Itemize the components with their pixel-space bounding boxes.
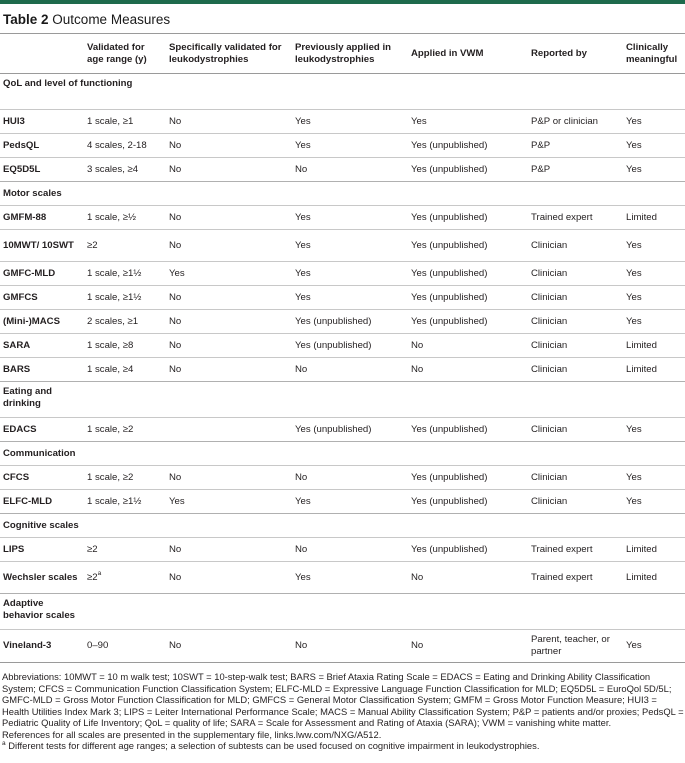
section-row [0,74,685,110]
header-row [0,34,685,74]
table-row [0,490,685,514]
cell: Yes [408,110,528,134]
cell: ≥2 [84,538,166,562]
cell: Yes [292,206,408,230]
cell: Yes (unpublished) [408,286,528,310]
section-title: Cognitive scales [0,514,166,538]
cell: LIPS [0,538,84,562]
cell: Clinician [528,334,623,358]
cell: Trained expert [528,562,623,594]
cell: Yes (unpublished) [292,310,408,334]
header-cell: Validated for age range (y) [84,34,166,74]
cell: Yes (unpublished) [408,490,528,514]
outcome-measures-table [0,33,685,662]
cell: Yes (unpublished) [408,230,528,262]
table-row [0,230,685,262]
cell: Clinician [528,310,623,334]
references-note: References for all scales are presented in the supplementary file, links.lww.com/NXG/A512. [2,728,382,740]
cell: Yes (unpublished) [408,466,528,490]
cell [528,630,623,662]
cell: 2 scales, ≥1 [84,310,166,334]
cell: Trained expert [528,206,623,230]
cell: 1 scale, ≥1½ [84,490,166,514]
section-row [0,382,685,418]
cell: Clinician [528,490,623,514]
table-row [0,538,685,562]
cell: No [292,538,408,562]
cell: Yes [623,134,685,158]
footnote-a [2,740,685,752]
cell: Yes [623,286,685,310]
cell: 1 scale, ≥8 [84,334,166,358]
cell: Yes [166,262,292,286]
cell: 1 scale, ≥1½ [84,286,166,310]
table-row [0,158,685,182]
cell: BARS [0,358,84,382]
cell: ELFC-MLD [0,490,84,514]
cell: No [166,134,292,158]
cell: Yes [623,466,685,490]
section-title-text: Adaptive behavior scales [3,598,75,621]
cell-text: 10MWT/ 10SWT [3,240,74,251]
cell: Yes (unpublished) [408,310,528,334]
cell: 0–90 [84,630,166,662]
table-row [0,630,685,662]
cell: CFCS [0,466,84,490]
cell: 1 scale, ≥2 [84,466,166,490]
cell: Yes [623,158,685,182]
cell: No [292,630,408,662]
cell: Yes (unpublished) [408,134,528,158]
table-row [0,262,685,286]
cell: Yes [292,490,408,514]
cell: GMFCS [0,286,84,310]
cell: (Mini-)MACS [0,310,84,334]
cell: No [408,334,528,358]
cell: Clinician [528,230,623,262]
cell: No [166,358,292,382]
cell: No [166,538,292,562]
cell: Yes (unpublished) [408,206,528,230]
cell: No [166,466,292,490]
section-row [0,594,685,630]
cell: Yes (unpublished) [408,262,528,286]
cell: No [292,158,408,182]
footnote-text: Different tests for different age ranges; a selection of subtests can be used focused on cognitive impairment in leukodystrophies. [8,740,540,751]
cell: No [166,310,292,334]
cell: Yes [166,490,292,514]
cell: Yes [292,134,408,158]
section-row [0,182,685,206]
cell: No [292,358,408,382]
cell: P&P or clinician [528,110,623,134]
cell: No [292,466,408,490]
cell: Yes [623,110,685,134]
header-cell: Clinically meaningful [623,34,685,74]
cell: Yes (unpublished) [408,418,528,442]
cell: 3 scales, ≥4 [84,158,166,182]
cell: Clinician [528,418,623,442]
table-row [0,310,685,334]
cell: Limited [623,358,685,382]
table-row [0,418,685,442]
section-title-text: Eating and drinking [3,386,53,409]
cell: No [166,206,292,230]
cell: GMFM-88 [0,206,84,230]
cell: Limited [623,334,685,358]
table-row [0,134,685,158]
cell: Yes (unpublished) [292,418,408,442]
header-cell [0,34,84,74]
header-cell: Reported by [528,34,623,74]
cell: No [166,286,292,310]
cell: ≥2 [84,230,166,262]
cell: 1 scale, ≥4 [84,358,166,382]
table-label: Table 2 [3,12,49,27]
cell: No [408,562,528,594]
cell: No [166,562,292,594]
cell: Clinician [528,466,623,490]
cell: GMFC-MLD [0,262,84,286]
top-accent-bar [0,0,685,4]
cell [84,562,166,594]
cell: EQ5D5L [0,158,84,182]
cell: No [408,630,528,662]
table-bottom-rule [0,662,685,663]
cell: No [166,110,292,134]
table-title [3,12,170,27]
cell: P&P [528,158,623,182]
cell: Yes [623,418,685,442]
cell: Yes [623,262,685,286]
table-row [0,110,685,134]
cell: Yes [623,310,685,334]
footnote-marker: a [97,570,102,577]
section-title: Motor scales [0,182,166,206]
header-cell: Previously applied in leukodystrophies [292,34,408,74]
table-row [0,358,685,382]
cell: Clinician [528,286,623,310]
cell: 1 scale, ≥1 [84,110,166,134]
section-title: Communication [0,442,166,466]
cell: Yes [623,490,685,514]
cell: SARA [0,334,84,358]
cell: Vineland-3 [0,630,84,662]
cell: 1 scale, ≥½ [84,206,166,230]
header-cell: Applied in VWM [408,34,528,74]
cell [0,230,84,262]
table-row [0,286,685,310]
table-row [0,206,685,230]
cell [0,562,84,594]
cell: No [166,158,292,182]
cell: Yes [292,562,408,594]
cell: Clinician [528,358,623,382]
cell: Trained expert [528,538,623,562]
cell: No [166,230,292,262]
section-title: QoL and level of functioning [0,74,166,110]
cell: Limited [623,538,685,562]
table-notes [2,671,685,752]
cell: EDACS [0,418,84,442]
cell: Yes [292,110,408,134]
cell: Limited [623,206,685,230]
cell: Yes [292,286,408,310]
cell-text: ≥2 [87,572,98,583]
cell-text: Parent, teacher, or partner [531,633,610,657]
footnote-marker: a [2,740,6,747]
cell: P&P [528,134,623,158]
cell: 1 scale, ≥1½ [84,262,166,286]
cell: 1 scale, ≥2 [84,418,166,442]
section-row [0,514,685,538]
abbreviations-note: Abbreviations: 10MWT = 10 m walk test; 10SWT = 10-step-walk test; BARS = Brief Ataxia Rating Scale = EDACS = Eating and Drinking Ability Classification System; CFCS = Communication Function Classification System; ELFC-MLD = Expressive Language Function Classification for MLD; EQ5D5L = EuroQol 5D/5L; GMFC-MLD = Gross Motor Function Classification for MLD; GMFCS = General Motor Classification System; GMFM = Gross Motor Function Measure; HUI3 = Health Utilities Index Mark 3; LIPS = Leiter International Performance Scale; MACS = Manual Ability Classification System; P&P = patients and/or proxies; PedsQL = Pediatric Quality of Life Inventory; QoL = quality of life; SARA = Scale for Assessment and Rating of Ataxia (SARA); VWM = vanishing white matter. [2,671,684,728]
cell: Clinician [528,262,623,286]
cell: Yes (unpublished) [408,158,528,182]
cell: Yes (unpublished) [292,334,408,358]
cell: Yes [292,230,408,262]
cell: Yes [292,262,408,286]
cell: Yes [623,630,685,662]
table-row [0,562,685,594]
cell: No [408,358,528,382]
cell: PedsQL [0,134,84,158]
header-cell: Specifically validated for leukodystrophies [166,34,292,74]
section-row [0,442,685,466]
cell: 4 scales, 2-18 [84,134,166,158]
table-caption: Outcome Measures [52,12,171,27]
section-title [0,382,166,418]
section-title [0,594,166,630]
cell [166,418,292,442]
cell: No [166,630,292,662]
cell: Yes [623,230,685,262]
cell: No [166,334,292,358]
cell: Limited [623,562,685,594]
cell: Yes (unpublished) [408,538,528,562]
cell: HUI3 [0,110,84,134]
table-row [0,334,685,358]
cell-text: Wechsler scales [3,572,78,583]
table-row [0,466,685,490]
